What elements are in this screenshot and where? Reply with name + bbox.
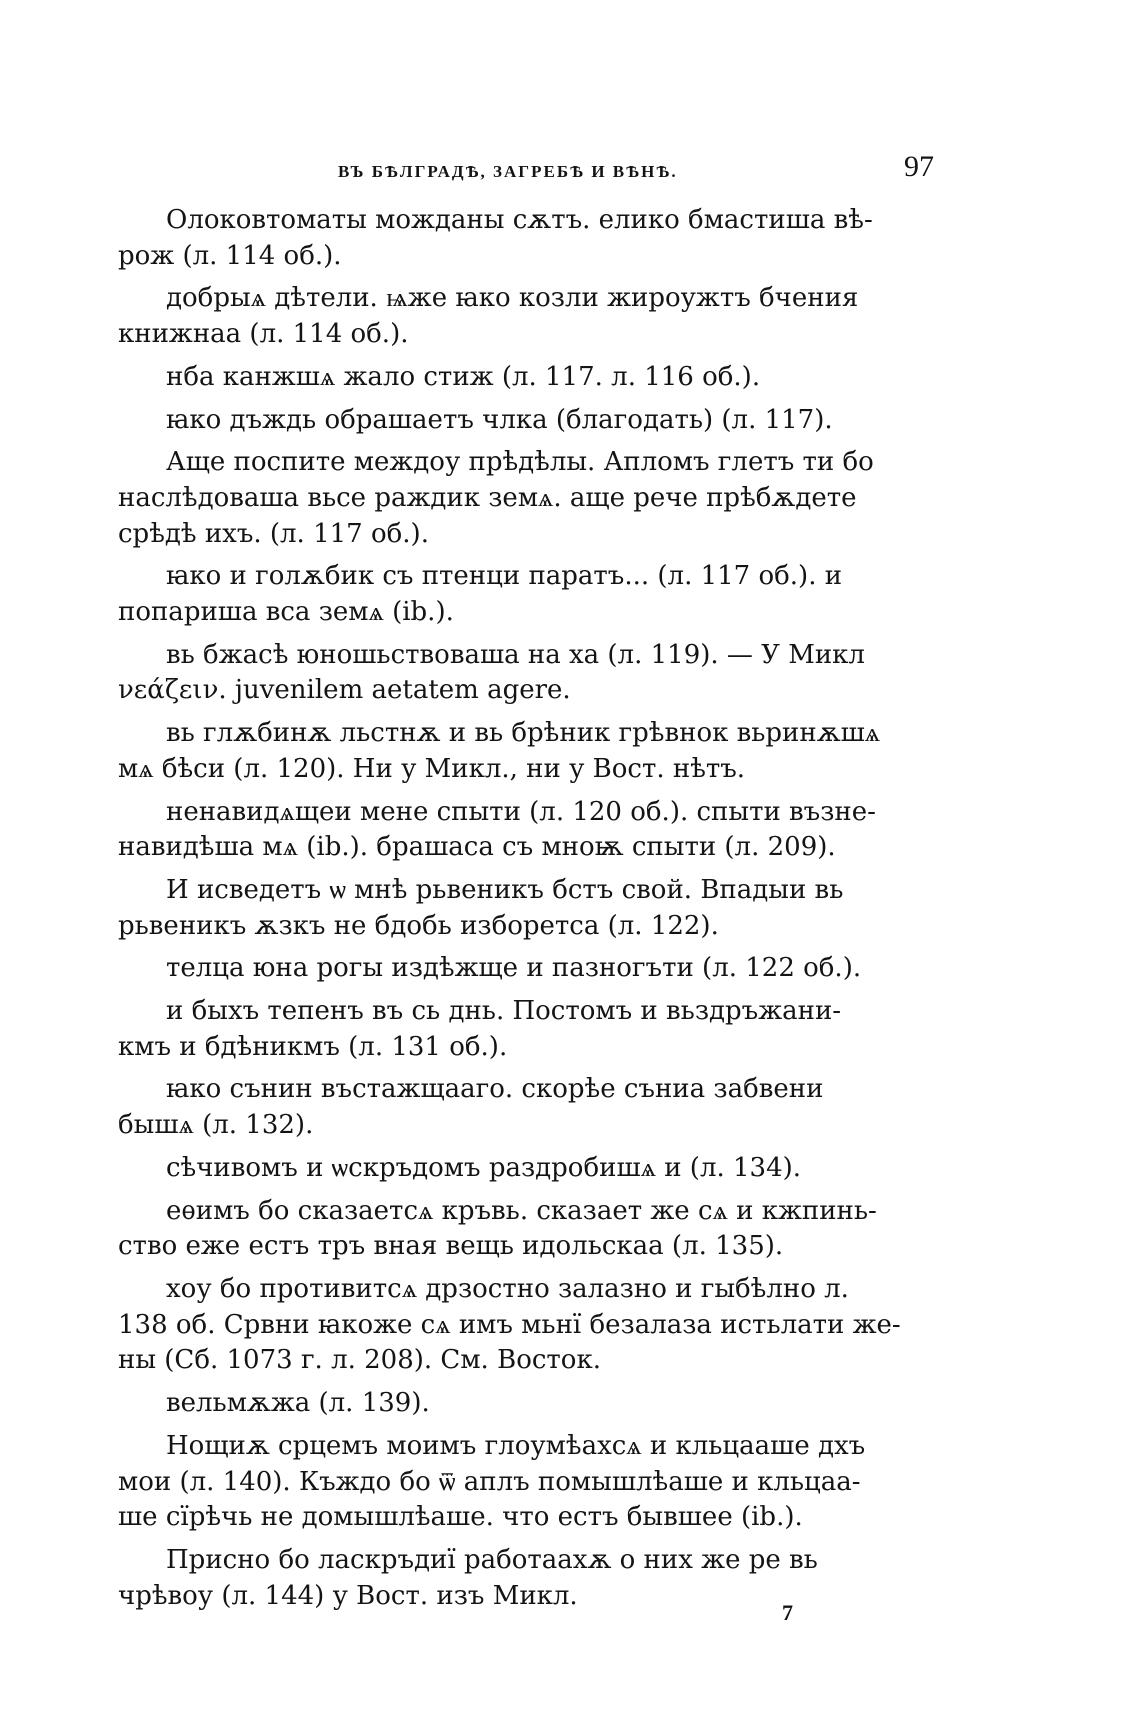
text-entry: вельмѫжа (л. 139). (166, 1388, 430, 1419)
text-entry: Присно бо ласкръдиї работаахѫ о них же ре вь чрѣвоу (л. 144) у Вост. изъ Микл. (118, 1544, 818, 1611)
page-number: 97 (904, 150, 934, 183)
text-entry: ненавидѧщеи мене спыти (л. 120 об.). спыти възне- навидѣша мѧ (ib.). брашаса съ мноѭ спыти (л. 209). (118, 796, 876, 863)
body-text (118, 203, 938, 1621)
running-head: ВЪ БѢЛГРАДѢ, ЗАГРЕБѢ И ВѢНѢ. (338, 162, 678, 181)
text-entry: ꙗко и голѫбик съ птенци паратъ... (л. 117 об.). и попариша вса земѧ (ib.). (118, 561, 843, 628)
text-entry: нба канжшѧ жало стиж (л. 117. л. 116 об.). (166, 361, 761, 392)
page-header (178, 150, 934, 190)
text-entry: вь глѫбинѫ льстнѫ и вь брѣник грѣвнок вьринѫшѧ мѧ бѣси (л. 120). Ни у Микл., ни у Вост. нѣтъ. (118, 718, 881, 784)
text-entry: Нощиѫ срцемъ моимъ глоумѣахсѧ и кльцааше дхъ мои (л. 140). Къждо бо ѿ аплъ помышлѣаше и кльцаа- ше сїрѣчь не домышлѣаше. что естъ бывшее (ib.). (118, 1430, 866, 1533)
text-entry: и быхъ тепенъ въ сь днь. Постомъ и вьздръжани- кмъ и бдѣникмъ (л. 131 об.). (118, 996, 842, 1062)
text-entry: И исведетъ ѡ мнѣ рьвеникъ бстъ свой. Впадыи вь рьвеникъ ѫзкъ не бдобь изборетса (л. 122). (118, 874, 844, 941)
text-entry: хоу бо противитсѧ дрзостно залазно и гыбѣлно л. 138 об. Срвни ꙗкоже сѧ имъ мьнї безалаза истьлати же- ны (Сб. 1073 г. л. 208). См. Восток. (118, 1273, 901, 1376)
text-entry: Аще поспите междоу прѣдѣлы. Апломъ глетъ ти бо наслѣдоваша вьсе раждик земѧ. аще рече прѣбѫдете срѣдѣ ихъ. (л. 117 об.). (118, 447, 874, 549)
text-entry: еѳимъ бо сказаетсѧ кръвь. сказает же сѧ и кжпинь- ство еже естъ тръ вная вещь идольскаа (л. 135). (118, 1195, 877, 1262)
text-entry: телца юна рогы издѣжще и пазногъти (л. 122 об.). (166, 953, 862, 984)
text-entry: сѣчивомъ и ѡскръдомъ раздробишѧ и (л. 134). (166, 1152, 802, 1183)
text-entry: Олоковтоматы можданы сѫтъ. елико бмастиша вѣ- рож (л. 114 об.). (118, 205, 873, 271)
text-entry: вь бжасѣ юношьствоваша на ха (л. 119). — У Микл νεάζειν. juvenilem aetatem agere. (118, 639, 865, 706)
text-entry: добрыѧ дѣтели. ѩже ꙗко козли жироужтъ бчения книжнаа (л. 114 об.). (118, 283, 859, 350)
text-entry: ꙗко дъждь обрашаетъ члка (благодать) (л. 117). (166, 404, 833, 435)
text-entry: ꙗко сънин въстажщааго. скорѣе съниа забвени бышѧ (л. 132). (118, 1074, 824, 1141)
signature-mark: 7 (782, 1600, 793, 1625)
